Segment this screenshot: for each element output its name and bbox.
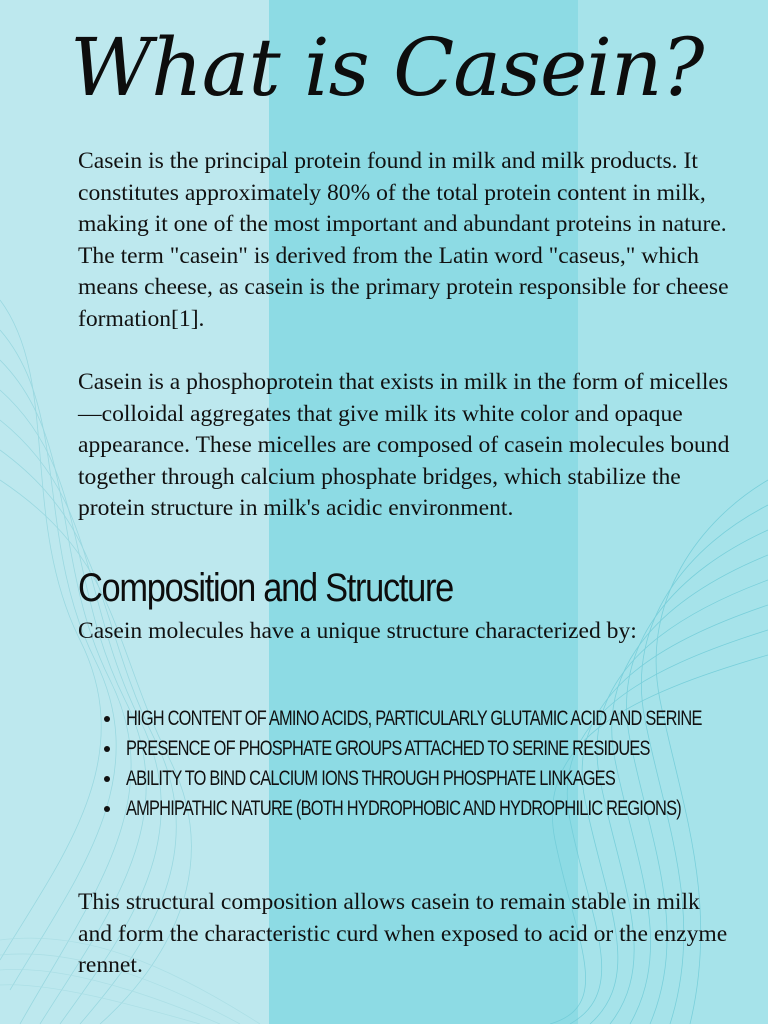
list-item-text: AMPHIPATHIC NATURE (BOTH HYDROPHOBIC AND HYDROPHILIC REGIONS) xyxy=(126,797,681,820)
bullet-icon xyxy=(104,806,110,812)
section-lead-paragraph: Casein molecules have a unique structure characterized by: xyxy=(78,618,637,644)
list-item-text: HIGH CONTENT OF AMINO ACIDS, PARTICULARLY GLUTAMIC ACID AND SERINE xyxy=(126,707,702,730)
bullet-icon xyxy=(104,776,110,782)
bullet-icon xyxy=(104,746,110,752)
list-item-text: ABILITY TO BIND CALCIUM IONS THROUGH PHOSPHATE LINKAGES xyxy=(126,767,615,790)
intro-paragraph: Casein is the principal protein found in milk and milk products. It constitutes approximately 80% of the total protein content in milk, making it one of the most important and abundant proteins in nature. The term "casein" is derived from the Latin word "caseus," which means cheese, as casein is the primary protein responsible for cheese formation[1]. xyxy=(78,148,729,332)
list-item xyxy=(102,764,742,794)
closing-paragraph: This structural composition allows casein to remain stable in milk and form the characteristic curd when exposed to acid or the enzyme rennet. xyxy=(78,889,728,978)
page-title: What is Casein? xyxy=(70,21,704,114)
bullet-icon xyxy=(104,716,110,722)
list-item xyxy=(102,704,742,734)
list-item xyxy=(102,734,742,764)
section-heading: Composition and Structure xyxy=(78,566,454,610)
micelles-paragraph: Casein is a phosphoprotein that exists in milk in the form of micelles—colloidal aggregates that give milk its white color and opaque appearance. These micelles are composed of casein molecules bound together through calcium phosphate bridges, which stabilize the protein structure in milk's acidic environment. xyxy=(78,369,730,521)
list-item-text: PRESENCE OF PHOSPHATE GROUPS ATTACHED TO SERINE RESIDUES xyxy=(126,737,650,760)
list-item xyxy=(102,794,742,824)
structure-bullet-list xyxy=(102,704,742,824)
